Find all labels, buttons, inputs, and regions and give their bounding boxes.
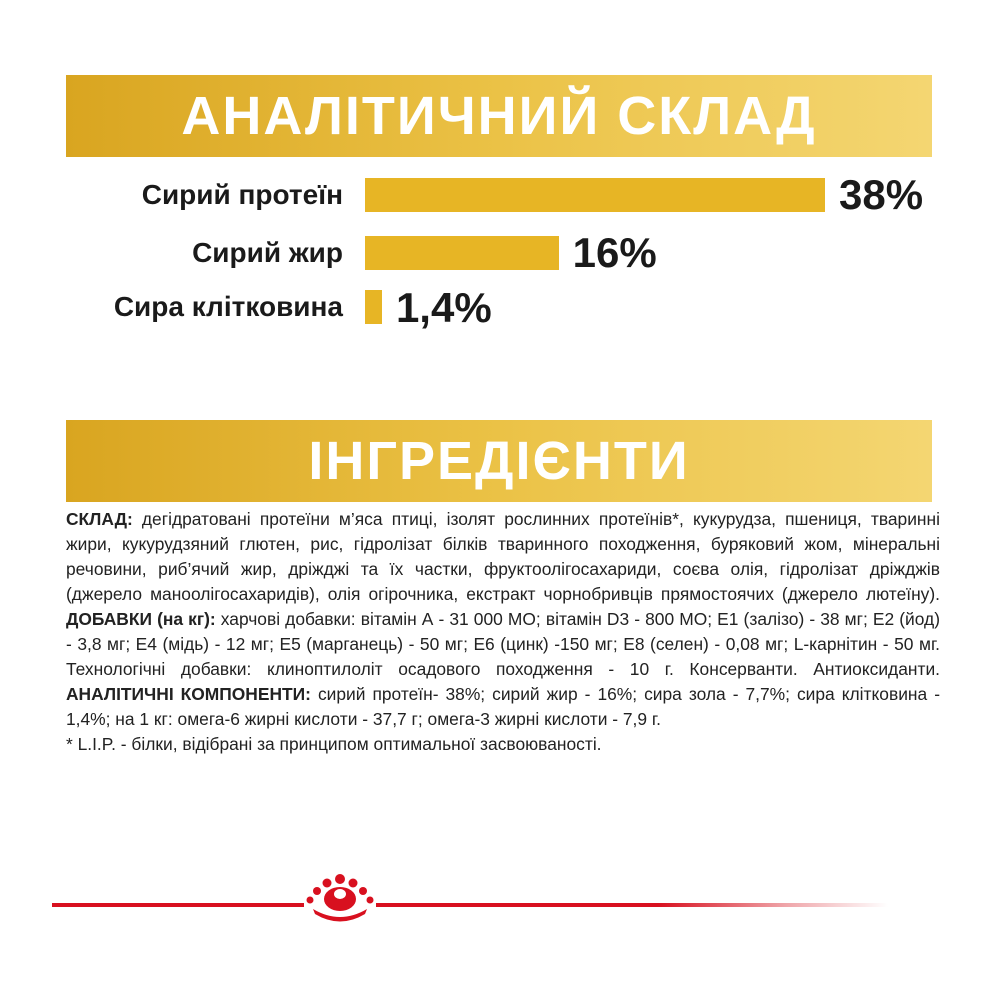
fat-bar xyxy=(365,236,559,270)
components-text: сирий протеїн- 38%; сирий жир - 16%; сира зола - 7,7%; сира клітковина - 1,4%; на 1 кг: омега-6 жирні кислоти - 37,7 г; омега-3 жирні кислоти - 7,9 г. xyxy=(66,684,941,729)
fat-value: 16% xyxy=(572,229,657,276)
fiber-label: Сира клітковина xyxy=(113,291,343,322)
composition-label: СКЛАД: xyxy=(66,509,133,529)
protein-label: Сирий протеїн xyxy=(141,179,343,210)
ingredients-header-banner xyxy=(66,420,932,502)
composition-text: дегідратовані протеїни м’яса птиці, ізолят рослинних протеїнів*, кукурудза, пшениця, тваринні жири, кукурудзяний глютен, рис, гідролізат білків тваринного походження, буряковий жом, мінеральні речовини, риб’ячий жир, дріжджі та їх частки, фруктоолігосахариди, соєва олія, гідролізат дріжджів (джерело маноолігосахаридів), олія огірочника, екстракт чорнобривців прямостоячих (джерело лютеїну). xyxy=(66,509,940,604)
royal-canin-crown-icon xyxy=(305,873,375,925)
brand-divider-left xyxy=(52,903,304,907)
fiber-value: 1,4% xyxy=(395,284,492,331)
protein-value: 38% xyxy=(839,171,924,218)
protein-bar xyxy=(365,178,825,212)
analytic-header-banner xyxy=(66,75,932,157)
additives-text: харчові добавки: вітамін А - 31 000 МО; вітамін D3 - 800 МО; Е1 (залізо) - 38 мг; Е2 (йод) - 3,8 мг; Е4 (мідь) - 12 мг; Е5 (марганець) - 50 мг; Е6 (цинк) -150 мг; Е8 (селен) - 0,08 мг; L-карнітин - 50 мг. Технологічні добавки: клиноптилоліт осадового походження - 10 г. Консерванти. Антиоксиданти. xyxy=(66,609,940,679)
fat-label: Сирий жир xyxy=(192,237,343,268)
analytic-title: АНАЛІТИЧНИЙ СКЛАД xyxy=(181,86,817,146)
additives-label: ДОБАВКИ (на кг): xyxy=(66,609,216,629)
fiber-bar xyxy=(365,290,382,324)
footnote: * L.I.P. - білки, відібрані за принципом оптимальної засвоюваності. xyxy=(66,734,602,754)
ingredients-title: ІНГРЕДІЄНТИ xyxy=(308,431,690,491)
components-label: АНАЛІТИЧНІ КОМПОНЕНТИ: xyxy=(66,684,311,704)
brand-divider-right xyxy=(376,903,888,907)
composition-text-block xyxy=(66,507,940,757)
